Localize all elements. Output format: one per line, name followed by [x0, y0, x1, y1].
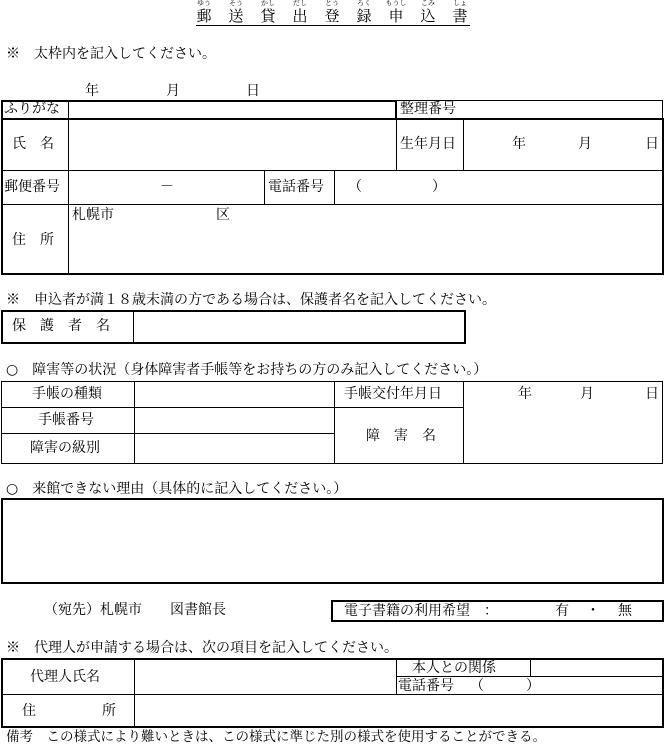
birth-year: 年: [512, 136, 526, 152]
relation-label: 本人との関係: [412, 660, 496, 676]
techo-month: 月: [580, 386, 594, 402]
title-char: 登: [324, 7, 340, 25]
remark: 備考 この様式により難いときは、この様式に準じた別の様式を使用することができる。: [6, 729, 546, 745]
grade-label: 障害の級別: [30, 440, 100, 456]
title-char: 申: [388, 7, 404, 25]
title-char: 書: [452, 7, 468, 25]
agent-name-label: 代理人氏名: [30, 669, 100, 685]
birthdate-label: 生年月日: [400, 136, 456, 152]
name-field[interactable]: [70, 120, 395, 169]
title-char: 録: [356, 7, 372, 25]
form-title: [196, 0, 470, 28]
agent-phone-paren: （ ）: [470, 678, 540, 694]
techo-type-label: 手帳の種類: [32, 386, 102, 402]
postal-dash: －: [160, 179, 174, 195]
birth-month: 月: [578, 136, 592, 152]
agent-address-b: 所: [102, 703, 116, 719]
title-ruby: ろく: [357, 0, 371, 7]
name-label: 氏 名: [12, 136, 54, 152]
guardian-field[interactable]: [135, 312, 463, 342]
techo-year: 年: [518, 386, 532, 402]
reason-box[interactable]: [1, 498, 664, 584]
ward-label: 区: [216, 207, 230, 223]
techo-no-label: 手帳番号: [38, 412, 94, 428]
techo-day: 日: [645, 386, 659, 402]
title-ruby: だし: [293, 0, 307, 7]
date-day: 日: [246, 83, 260, 99]
agent-address-a: 住: [22, 703, 36, 719]
phone-label: 電話番号: [268, 179, 324, 195]
title-ruby: ゆう: [197, 0, 211, 7]
seiri-bango-label: 整理番号: [400, 101, 456, 117]
title-char: 郵: [196, 7, 212, 25]
ebook-label: 電子書籍の利用希望 ：: [344, 603, 498, 619]
guardian-note: ※ 申込者が満１８歳未満の方である場合は、保護者名を記入してください。: [6, 292, 496, 308]
title-ruby: かし: [261, 0, 275, 7]
ebook-dot: ・: [586, 603, 600, 619]
frame-note: ※ 太枠内を記入してください。: [6, 46, 216, 62]
title-char: 込: [420, 7, 436, 25]
date-month: 月: [166, 83, 180, 99]
title-ruby: しょ: [453, 0, 467, 7]
title-ruby: こみ: [421, 0, 435, 7]
title-ruby: そう: [229, 0, 243, 7]
disability-name-label: 障 害 名: [366, 428, 436, 444]
furigana-label: ふりがな: [4, 101, 60, 117]
date-year: 年: [85, 83, 99, 99]
city-label: 札幌市: [72, 207, 114, 223]
addressee: （宛先）札幌市 図書館長: [44, 602, 226, 618]
agent-note: ※ 代理人が申請する場合は、次の項目を記入してください。: [6, 640, 398, 656]
techo-date-label: 手帳交付年月日: [344, 386, 442, 402]
postal-label: 郵便番号: [4, 179, 60, 195]
title-char: 出: [292, 7, 308, 25]
title-ruby: とう: [325, 0, 339, 7]
title-ruby: もうし: [385, 0, 407, 7]
agent-phone-label: 電話番号: [398, 678, 454, 694]
disability-note: ○ 障害等の状況（身体障害者手帳等をお持ちの方のみ記入してください。）: [6, 362, 488, 378]
guardian-label: 保 護 者 名: [12, 318, 110, 334]
title-char: 送: [228, 7, 244, 25]
birth-day: 日: [645, 136, 659, 152]
phone-paren: （ ）: [348, 179, 446, 195]
ebook-no[interactable]: 無: [618, 603, 632, 619]
ebook-yes[interactable]: 有: [555, 603, 569, 619]
title-char: 貸: [260, 7, 276, 25]
reason-note: ○ 来館できない理由（具体的に記入してください。）: [6, 481, 348, 497]
address-label: 住 所: [12, 232, 54, 248]
